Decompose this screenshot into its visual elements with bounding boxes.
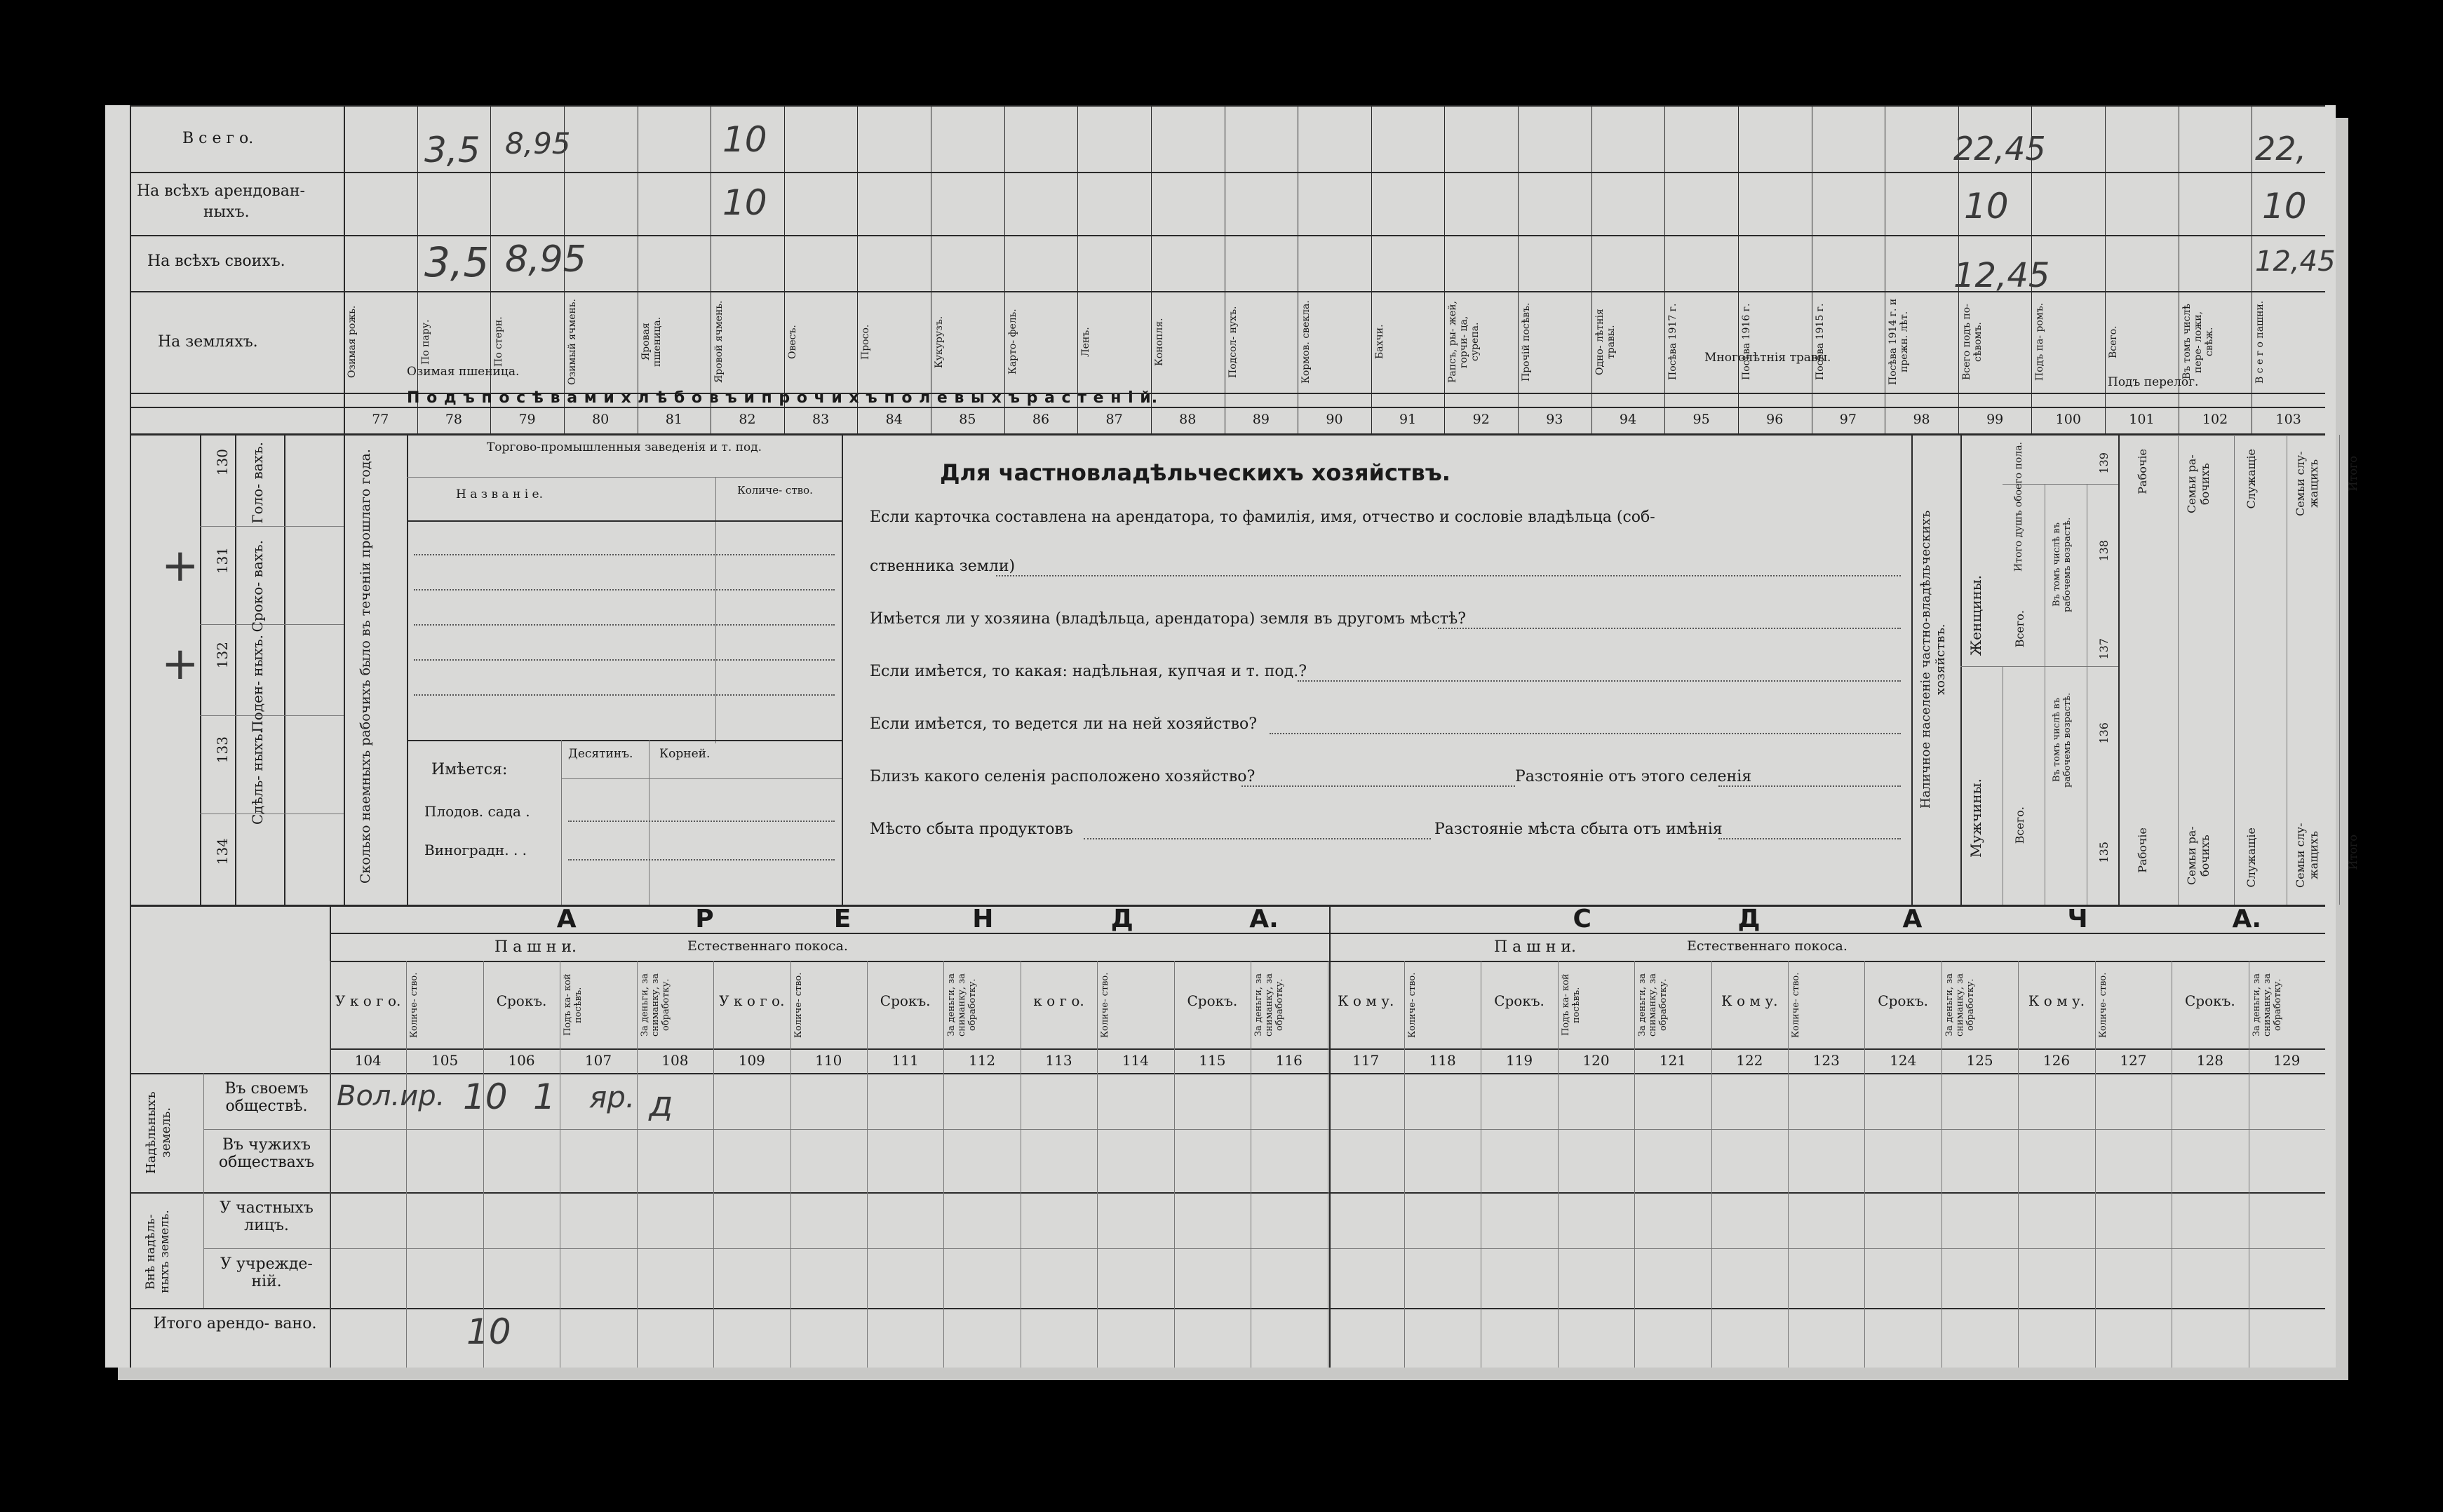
top-col-label: Посѣва 1917 г. <box>1667 303 1679 381</box>
trade-bottom <box>407 740 842 741</box>
bottom-col-num: 104 <box>354 1052 382 1069</box>
section-letter: А. <box>1249 905 1279 933</box>
hw-itogo: 10 <box>466 1311 511 1352</box>
bottom-col-line <box>2018 961 2019 1368</box>
section-letter: Ч <box>2067 905 2088 933</box>
top-col-num: 98 <box>1913 412 1930 427</box>
hw-r1-82: 10 <box>722 119 767 160</box>
top-col-label: По стерн. <box>493 316 505 367</box>
bottom-col-num: 128 <box>2196 1052 2223 1069</box>
bottom-col-num: 118 <box>1429 1052 1456 1069</box>
top-col-num: 79 <box>518 412 536 427</box>
top-col-label: Кукурузъ. <box>934 316 945 368</box>
bottom-col-num: 122 <box>1736 1052 1763 1069</box>
section-letter: Н <box>972 905 994 933</box>
trade-dots <box>414 554 835 555</box>
answer-dots <box>1718 838 1901 839</box>
top-col-label: По пару. <box>419 319 431 365</box>
vne-nadel-label: Внѣ надѣль- ныхъ земель. <box>144 1210 172 1294</box>
bottom-line <box>130 1073 2325 1074</box>
bottom-col-line <box>1174 961 1175 1368</box>
desyatin-header: Десятинъ. <box>568 747 633 761</box>
trade-dots <box>414 589 835 590</box>
row-label-arend-2: ныхъ. <box>203 203 250 221</box>
men-v-tom: Въ томъ числѣ въ рабочемъ возрастѣ. <box>2052 692 2073 788</box>
bottom-col-num: 120 <box>1582 1052 1610 1069</box>
num-130: 130 <box>214 449 231 476</box>
bottom-col-line <box>1097 961 1098 1368</box>
private-line-6a: Близъ какого селенія расположено хозяйство? <box>870 768 1256 785</box>
bottom-col-label: Срокъ. <box>1878 992 1929 1009</box>
bottom-line <box>130 1192 2325 1194</box>
bottom-col-label: Срокъ. <box>1494 992 1544 1009</box>
semi-sluzh-top: Семьи слу- жащихъ <box>2294 451 2320 517</box>
pokos-arenda: Естественнаго покоса. <box>687 938 848 954</box>
mid-col-line <box>235 435 236 905</box>
top-col-label: Конопля. <box>1153 318 1165 366</box>
garden-dots <box>568 859 835 860</box>
top-col-num: 82 <box>739 412 756 427</box>
bottom-col-line <box>483 961 484 1368</box>
bottom-col-label: Срокъ. <box>880 992 931 1009</box>
top-col-label: Посѣва 1916 г. <box>1740 303 1752 381</box>
top-col-label: Бахчи. <box>1373 324 1385 360</box>
bottom-col-label: Количе- ство. <box>1791 972 1802 1038</box>
top-col-label: Рапсъ, ры- жей, горчи- ца, сурепа. <box>1447 301 1481 383</box>
top-col-num: 99 <box>1986 412 2004 427</box>
top-col-line <box>1077 105 1078 435</box>
bottom-line <box>330 933 2325 934</box>
hw-r2-99: 10 <box>1964 186 2009 227</box>
top-col-num: 84 <box>885 412 903 427</box>
bottom-col-line <box>1711 961 1712 1368</box>
pop-hline <box>1960 666 2118 667</box>
bottom-col-num: 121 <box>1659 1052 1686 1069</box>
top-col-line <box>1664 105 1665 435</box>
top-col-num: 80 <box>592 412 610 427</box>
garden-dots <box>568 821 835 822</box>
garden-divider <box>649 740 650 905</box>
mid-col-line <box>284 435 285 905</box>
top-col-line <box>1004 105 1005 435</box>
bottom-col-num: 129 <box>2273 1052 2301 1069</box>
bottom-col-line <box>1864 961 1865 1368</box>
num-132: 132 <box>214 642 231 669</box>
top-col-line <box>784 105 785 435</box>
mid-col-line <box>1960 435 1962 905</box>
bottom-col-label: К о м у. <box>1721 992 1778 1009</box>
trade-title: Торгово-промышленныя заведенія и т. под. <box>486 440 762 454</box>
top-col-label: Овесъ. <box>786 325 798 359</box>
bottom-col-line <box>406 961 407 1368</box>
hw-r1-79: 8,95 <box>505 126 571 161</box>
answer-dots <box>996 575 1901 576</box>
hw-r2-82: 10 <box>722 182 767 223</box>
hw-r3-99: 12,45 <box>1953 256 2050 295</box>
sluzh-top: Служащіе <box>2245 449 2258 509</box>
top-col-label: В с е г о пашни. <box>2254 300 2266 384</box>
top-col-num: 83 <box>812 412 830 427</box>
top-col-label: Всего подъ по- сѣвомъ. <box>1960 304 1984 380</box>
sluzh-bot: Служащіе <box>2245 828 2258 888</box>
hw-r1-99: 22,45 <box>1953 130 2046 168</box>
bottom-col-num: 123 <box>1812 1052 1840 1069</box>
bottom-col-label: Количе- ство. <box>409 972 420 1038</box>
pokos-sdacha: Естественнаго покоса. <box>1687 938 1848 954</box>
hw-r1-103: 22, <box>2255 130 2307 168</box>
mid-col-line <box>1911 435 1913 905</box>
row-label-arend: На всѣхъ арендован- <box>137 182 305 200</box>
bottom-col-num: 112 <box>968 1052 996 1069</box>
top-col-line <box>1444 105 1445 435</box>
top-border <box>130 105 2325 107</box>
top-col-num: 86 <box>1032 412 1050 427</box>
top-col-line <box>857 105 858 435</box>
women-label: Женщины. <box>1967 575 1984 656</box>
hw-r3-79: 8,95 <box>505 238 586 281</box>
label-132: Поден- ныхъ. <box>249 635 266 733</box>
bottom-col-label: У к о г о. <box>719 992 785 1009</box>
bottom-col-label: Количе- ство. <box>1406 972 1418 1038</box>
bottom-col-line <box>1558 961 1559 1368</box>
has-label: Имѣется: <box>431 761 508 778</box>
row-label-svoikh: На всѣхъ своихъ. <box>147 252 285 270</box>
section-letter: Д <box>1737 905 1761 933</box>
bottom-thin <box>203 1129 2325 1130</box>
bottom-col-line <box>637 961 638 1368</box>
top-col-line <box>1591 105 1592 435</box>
bottom-col-num: 105 <box>431 1052 459 1069</box>
bottom-col-num: 127 <box>2120 1052 2147 1069</box>
left-border <box>130 105 131 1368</box>
bottom-col-num: 115 <box>1199 1052 1226 1069</box>
trade-dots <box>414 624 835 626</box>
arenda-sdacha-divider <box>1329 905 1331 1368</box>
top-col-num: 103 <box>2275 412 2301 427</box>
rcol-line <box>2339 435 2340 905</box>
bottom-col-num: 106 <box>508 1052 535 1069</box>
trade-line <box>407 477 842 478</box>
top-col-label: Яровой ячмень. <box>713 300 725 384</box>
bottom-col-line <box>1788 961 1789 1368</box>
mid-col-line <box>200 435 201 905</box>
women-vsego: Всего. <box>2013 610 2026 648</box>
top-col-line <box>344 105 345 435</box>
row-chastnykh: У частныхъ лицъ. <box>220 1199 314 1234</box>
bottom-line <box>130 1308 2325 1309</box>
answer-dots <box>1241 785 1515 787</box>
bottom-col-num: 124 <box>1890 1052 1917 1069</box>
num-134: 134 <box>214 838 231 865</box>
hw-mark-1: + <box>161 540 199 592</box>
itogo-obоего: Итого душъ обоего пола. <box>2013 442 2024 572</box>
top-col-label: Всего. <box>2108 325 2120 358</box>
mid-row-line <box>200 715 344 716</box>
section-letter: С <box>1573 905 1591 933</box>
trade-line <box>407 520 842 522</box>
section-letter: А <box>556 905 577 933</box>
top-col-line <box>2105 105 2106 435</box>
num-133: 133 <box>214 736 231 764</box>
top-col-num: 88 <box>1179 412 1197 427</box>
hw-r1-78: 3,5 <box>424 130 480 170</box>
bottom-col-line <box>2095 961 2096 1368</box>
num-line <box>130 407 2325 408</box>
section-letter: Е <box>833 905 852 933</box>
top-col-num: 94 <box>1619 412 1637 427</box>
bottom-col-label: Срокъ. <box>2184 992 2235 1009</box>
pod-perelog-label: Подъ перелог. <box>2108 375 2199 389</box>
hw-r1-105: 10 <box>463 1076 508 1117</box>
hw-mark-2: + <box>161 638 199 690</box>
top-col-label: Просо. <box>860 324 872 360</box>
korney-header: Корней. <box>659 747 711 761</box>
top-col-num: 101 <box>2129 412 2155 427</box>
label-133: Сдѣль- ныхъ. <box>249 729 266 825</box>
top-col-num: 77 <box>372 412 389 427</box>
top-col-num: 97 <box>1839 412 1857 427</box>
bottom-col-num: 125 <box>1966 1052 1993 1069</box>
top-col-num: 81 <box>665 412 682 427</box>
men-vsego: Всего. <box>2013 806 2026 844</box>
men-label: Мужчины. <box>1967 778 1984 858</box>
top-bottom <box>130 433 2325 436</box>
top-col-num: 102 <box>2202 412 2228 427</box>
answer-dots <box>1270 733 1901 734</box>
top-col-label: Подсол- нухъ. <box>1227 306 1239 378</box>
row-uchrezh: У учрежде- ній. <box>220 1255 313 1290</box>
bottom-col-line <box>1941 961 1942 1368</box>
bottom-col-label: Срокъ. <box>1187 992 1238 1009</box>
women-v-tom: Въ томъ числѣ въ рабочемъ возрастѣ. <box>2052 517 2073 612</box>
population-label: Наличное населеніе частно-владѣльческихъ хозяйствъ. <box>1918 510 1948 809</box>
top-col-num: 100 <box>2055 412 2081 427</box>
answer-dots <box>1084 838 1431 839</box>
bottom-col-label: За деньги, за сниманку, за обработку. <box>639 973 671 1037</box>
top-col-num: 78 <box>445 412 463 427</box>
hw-r1-108: д <box>649 1084 673 1124</box>
private-line-2: ственника земли) <box>870 558 1016 575</box>
top-col-label: Прочiй посѣвъ. <box>1521 302 1533 382</box>
label-131: Сроко- вахъ. <box>249 540 266 633</box>
bottom-col-num: 109 <box>738 1052 765 1069</box>
bottom-col-line <box>790 961 791 1368</box>
label-130: Голо- вахъ. <box>249 442 266 524</box>
itogo-top: Итого <box>2346 456 2360 492</box>
top-col-num: 96 <box>1766 412 1784 427</box>
private-line-3: Имѣется ли у хозяина (владѣльца, арендатора) земля въ другомъ мѣстѣ? <box>870 610 1467 628</box>
row-line <box>130 172 2325 173</box>
trade-name-header: Н а з в а н і е. <box>456 487 543 501</box>
bottom-thin <box>203 1248 2325 1249</box>
top-col-label: Карто- фель. <box>1007 309 1018 375</box>
top-col-line <box>1151 105 1152 435</box>
top-col-num: 93 <box>1546 412 1563 427</box>
hw-r3-103: 12,45 <box>2255 245 2336 278</box>
bottom-col-num: 126 <box>2042 1052 2071 1069</box>
top-col-line <box>490 105 491 435</box>
bottom-col-num: 111 <box>891 1052 919 1069</box>
bottom-col-label: За деньги, за сниманку, за обработку. <box>2251 973 2283 1037</box>
top-col-label: Одно- лѣтнiя травы. <box>1594 309 1617 375</box>
top-col-label: Посѣва 1914 г. и прежн. лѣт. <box>1887 298 1911 386</box>
rabochie-top: Рабочіе <box>2136 449 2149 494</box>
bottom-col-label: К о м у. <box>2028 992 2085 1009</box>
top-col-num: 87 <box>1105 412 1123 427</box>
top-col-num: 95 <box>1692 412 1710 427</box>
row-label-zemlyakh: На земляхъ. <box>158 333 258 351</box>
top-col-num: 91 <box>1399 412 1417 427</box>
pashni-sdacha: П а ш н и. <box>1494 938 1577 956</box>
bottom-col-label: К о м у. <box>1338 992 1394 1009</box>
rabochie-bot: Рабочіе <box>2136 828 2149 873</box>
bottom-col-num: 117 <box>1352 1052 1380 1069</box>
top-col-num: 85 <box>959 412 976 427</box>
bottom-col-num: 108 <box>661 1052 689 1069</box>
mid-col-line <box>2118 435 2120 905</box>
private-line-7a: Мѣсто сбыта продуктовъ <box>870 821 1073 838</box>
row-line <box>130 235 2325 236</box>
top-col-label: Ленъ. <box>1080 327 1092 357</box>
rcol-line <box>2178 435 2179 905</box>
private-title: Для частновладѣльческихъ хозяйствъ. <box>940 459 1451 486</box>
bottom-col-num: 116 <box>1275 1052 1303 1069</box>
section-letter: Р <box>695 905 714 933</box>
bottom-col-line <box>1404 961 1405 1368</box>
bottom-col-label: За деньги, за сниманку, за обработку. <box>1253 973 1286 1037</box>
bottom-col-num: 107 <box>584 1052 612 1069</box>
row-itogo: Итого арендо- вано. <box>153 1315 317 1332</box>
bottom-col-line <box>943 961 944 1368</box>
top-col-line <box>1518 105 1519 435</box>
plodov-label: Плодов. сада . <box>424 803 530 820</box>
top-col-line <box>1738 105 1739 435</box>
top-col-label: Яровая пшеница. <box>640 316 663 367</box>
private-line-7b: Разстояніе мѣста сбыта отъ имѣнія <box>1434 821 1723 838</box>
top-col-label: Посѣва 1915 г. <box>1814 303 1826 381</box>
bottom-col-line <box>203 1073 204 1308</box>
num-136: 136 <box>2097 722 2111 744</box>
num-135: 135 <box>2097 842 2111 863</box>
num-131: 131 <box>214 547 231 574</box>
num-139: 139 <box>2097 452 2111 474</box>
trade-divider <box>715 477 716 743</box>
bottom-col-label: За деньги, за сниманку, за обработку. <box>1944 973 1976 1037</box>
row-label-vsego: В с е г о. <box>182 130 254 147</box>
section-letter: А <box>1902 905 1923 933</box>
itogo-bot: Итого <box>2346 835 2360 870</box>
semi-rab-top: Семьи ра- бочихъ <box>2185 454 2212 513</box>
top-col-line <box>1371 105 1372 435</box>
garden-line <box>561 778 842 779</box>
bottom-col-label: Количе- ство. <box>2097 972 2108 1038</box>
hw-r2-103: 10 <box>2262 186 2307 227</box>
bottom-col-label: Подъ ка- кой посѣвъ. <box>1560 973 1582 1037</box>
census-form-sheet <box>105 105 2360 1368</box>
bottom-col-line <box>867 961 868 1368</box>
top-col-line <box>417 105 418 435</box>
bottom-col-num: 113 <box>1045 1052 1072 1069</box>
vinograd-label: Виноградн. . . <box>424 842 527 858</box>
answer-dots <box>1298 680 1901 682</box>
top-col-label: Въ томъ числѣ пере- ложи, свѣж. <box>2181 304 2215 380</box>
mid-row-line <box>200 624 344 625</box>
private-line-6b: Разстояніе отъ этого селенія <box>1515 768 1752 785</box>
top-col-num: 92 <box>1472 412 1490 427</box>
trade-dots <box>414 694 835 696</box>
top-col-num: 89 <box>1252 412 1270 427</box>
hw-r3-78: 3,5 <box>424 238 490 286</box>
section-letter: А. <box>2232 905 2262 933</box>
top-col-num: 90 <box>1326 412 1343 427</box>
nadel-label: Надѣльныхъ земель. <box>144 1091 173 1174</box>
private-line-5: Если имѣется, то ведется ли на ней хозяйство? <box>870 715 1258 733</box>
private-line-4: Если имѣется, то какая: надѣльная, купчая и т. под.? <box>870 663 1307 680</box>
bottom-col-label: Количе- ство. <box>1100 972 1111 1038</box>
private-line-1: Если карточка составлена на арендатора, то фамилія, имя, отчество и сословіе владѣльца (соб- <box>870 508 1655 526</box>
top-col-label: Озимая рожь. <box>346 305 358 379</box>
bottom-col-label: Срокъ. <box>496 992 547 1009</box>
answer-dots <box>1438 628 1901 629</box>
trade-qty-header: Количе- ство. <box>737 484 813 497</box>
top-col-label: Озимый ячмень. <box>566 299 578 385</box>
bottom-col-label: Подъ ка- кой посѣвъ. <box>563 973 584 1037</box>
mid-col-line <box>344 435 345 905</box>
pashni-arenda: П а ш н и. <box>494 938 577 956</box>
banner-heading: П о д ъ п о с ѣ в а м и х л ѣ б о в ъ и п р о ч и х ъ п о л е в ы х ъ р а с т е н і й. <box>407 389 1159 407</box>
bottom-col-num: 114 <box>1122 1052 1150 1069</box>
hired-workers-label: Сколько наемныхъ рабочихъ было въ теченiи прошлаго года. <box>358 449 373 884</box>
mnogoletnie-label: Многолѣтнiя травы. <box>1704 351 1831 365</box>
bottom-col-label: Количе- ство. <box>793 972 804 1038</box>
mid-col-line <box>842 435 843 905</box>
section-letter: Д <box>1110 905 1133 933</box>
mid-col-line <box>407 435 408 905</box>
bottom-col-line <box>1634 961 1635 1368</box>
bottom-col-line <box>713 961 714 1368</box>
garden-divider <box>561 740 562 905</box>
trade-dots <box>414 659 835 661</box>
rcol-line <box>2234 435 2235 905</box>
semi-sluzh-bot: Семьи слу- жащихъ <box>2294 823 2320 889</box>
hw-r1-106: 1 <box>533 1076 556 1117</box>
num-137: 137 <box>2097 638 2111 660</box>
bottom-col-num: 119 <box>1505 1052 1533 1069</box>
mid-bottom <box>130 905 2325 907</box>
bottom-col-label: За деньги, за сниманку, за обработку. <box>1637 973 1669 1037</box>
top-col-label: Подъ па- ромъ. <box>2034 302 2046 382</box>
row-svoem: Въ своемъ обществѣ. <box>224 1080 309 1115</box>
mid-row-line <box>200 526 344 527</box>
row-chuzhikh: Въ чужихъ обществахъ <box>218 1136 315 1171</box>
hw-r1-107: яр. <box>589 1080 635 1114</box>
semi-rab-bot: Семьи ра- бочихъ <box>2185 826 2212 885</box>
hw-r1-104: Вол.ир. <box>337 1080 445 1112</box>
ozimaya-pshenitsa-label: Озимая пшеница. <box>407 365 520 379</box>
answer-dots <box>1718 785 1901 787</box>
bottom-col-label: У к о г о. <box>335 992 401 1009</box>
bottom-col-label: к о г о. <box>1033 992 1084 1009</box>
top-col-label: Кормов. свекла. <box>1300 300 1312 384</box>
num-138: 138 <box>2097 540 2111 562</box>
bottom-col-num: 110 <box>815 1052 842 1069</box>
bottom-col-label: За деньги, за сниманку, за обработку. <box>946 973 978 1037</box>
